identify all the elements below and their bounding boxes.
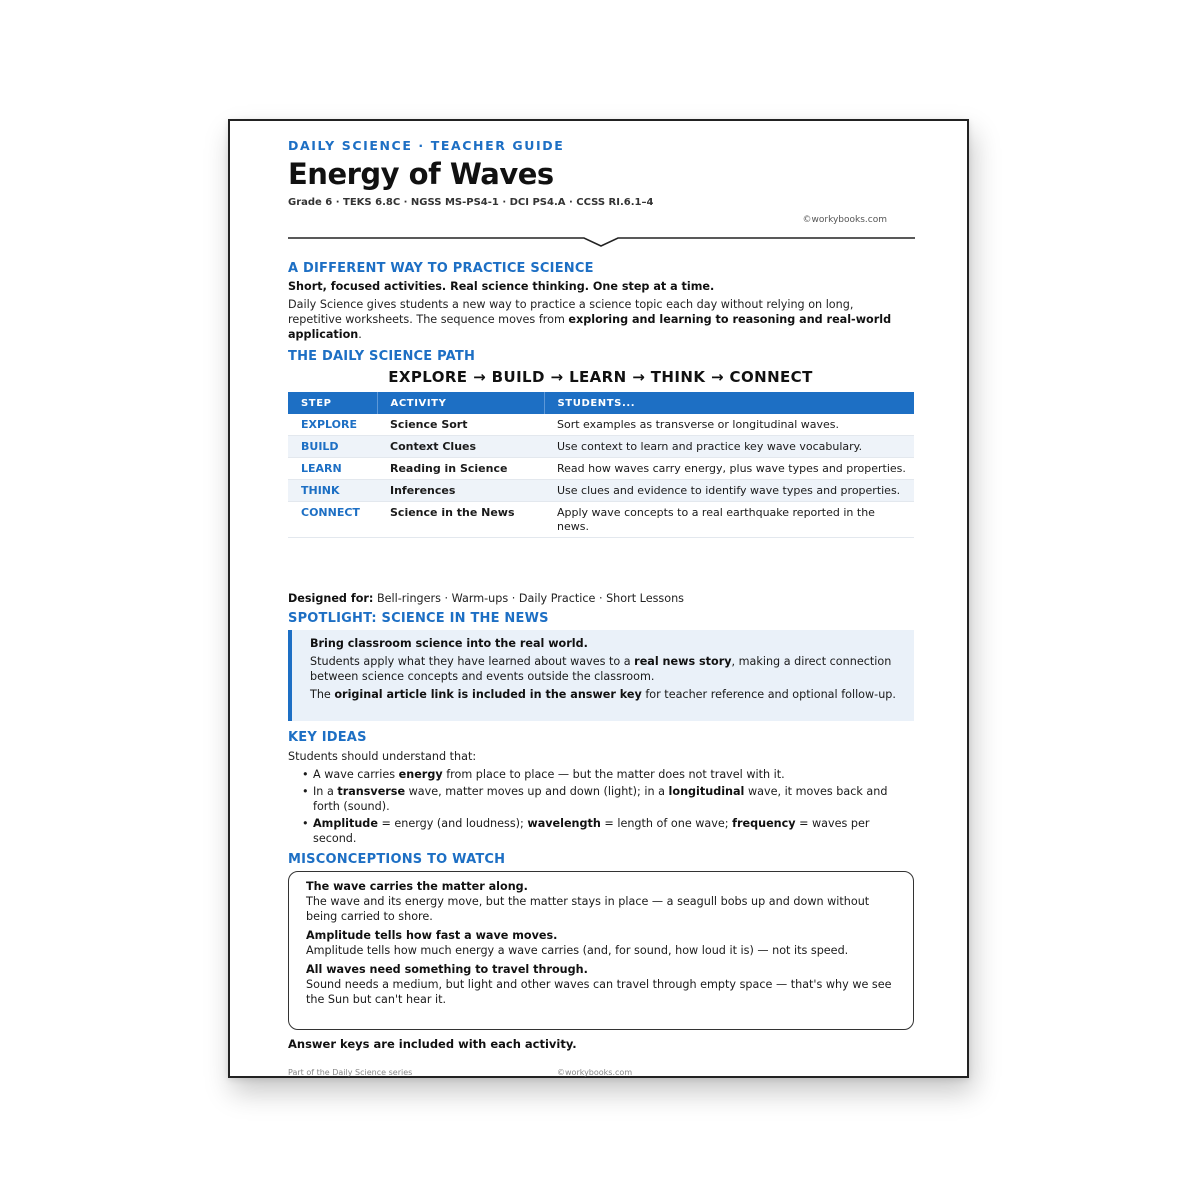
misconception-title: All waves need something to travel through. (306, 963, 588, 976)
students-cell: Apply wave concepts to a real earthquake reported in the news. (544, 502, 914, 538)
activity-cell: Science in the News (377, 502, 544, 538)
step-cell: EXPLORE (288, 414, 377, 436)
misconception-body: Amplitude tells how much energy a wave carries (and, for sound, how loud it is) — not its speed. (306, 944, 849, 957)
activity-cell: Reading in Science (377, 458, 544, 480)
column-header-students: STUDENTS... (544, 392, 914, 414)
spotlight-paragraph: The original article link is included in the answer key for teacher reference and optional follow-up. (310, 688, 896, 701)
header-divider (288, 229, 915, 249)
activity-cell: Science Sort (377, 414, 544, 436)
misconception-title: Amplitude tells how fast a wave moves. (306, 929, 558, 942)
table-row (288, 414, 914, 436)
list-item: • In a transverse wave, matter moves up and down (light); in a longitudinal wave, it moves back and forth (sound). (302, 784, 914, 814)
spotlight-callout (288, 630, 914, 721)
table-row (288, 458, 914, 480)
intro-body: Daily Science gives students a new way to practice a science topic each day without relying on long, repetitive worksheets. The sequence moves from exploring and learning to reasoning and real-world application. (288, 298, 892, 341)
activity-cell: Inferences (377, 480, 544, 502)
spotlight-heading: SPOTLIGHT: SCIENCE IN THE NEWS (288, 611, 549, 626)
misconception-item (306, 928, 897, 958)
footer-copyright: ©workybooks.com (557, 1068, 633, 1077)
misconceptions-box (288, 871, 914, 1030)
misconception-item (306, 879, 897, 924)
list-item: • Amplitude = energy (and loudness); wavelength = length of one wave; frequency = waves per second. (302, 816, 914, 846)
standards-line: Grade 6 · TEKS 6.8C · NGSS MS-PS4-1 · DCI PS4.A · CCSS RI.6.1–4 (288, 197, 654, 208)
students-cell: Read how waves carry energy, plus wave types and properties. (544, 458, 914, 480)
answer-keys-note: Answer keys are included with each activity. (288, 1037, 577, 1051)
intro-tagline: Short, focused activities. Real science thinking. One step at a time. (288, 280, 715, 293)
key-ideas-heading: KEY IDEAS (288, 730, 367, 745)
misconception-title: The wave carries the matter along. (306, 880, 528, 893)
step-cell: CONNECT (288, 502, 377, 538)
column-header-step: STEP (288, 392, 377, 414)
series-note: Part of the Daily Science series (288, 1068, 413, 1077)
misconception-item (306, 962, 897, 1007)
step-cell: BUILD (288, 436, 377, 458)
students-cell: Use clues and evidence to identify wave types and properties. (544, 480, 914, 502)
path-heading: THE DAILY SCIENCE PATH (288, 349, 476, 364)
misconception-body: Sound needs a medium, but light and other waves can travel through empty space — that's why we see the Sun but can't hear it. (306, 978, 892, 1006)
page-title: Energy of Waves (288, 157, 554, 191)
misconceptions-heading: MISCONCEPTIONS TO WATCH (288, 852, 506, 867)
key-ideas-intro: Students should understand that: (288, 750, 477, 763)
path-sequence: EXPLORE → BUILD → LEARN → THINK → CONNECT (388, 368, 813, 386)
daily-path-table (288, 392, 914, 538)
step-cell: LEARN (288, 458, 377, 480)
table-row (288, 502, 914, 538)
misconception-body: The wave and its energy move, but the matter stays in place — a seagull bobs up and down without being carried to shore. (306, 895, 870, 923)
step-cell: THINK (288, 480, 377, 502)
students-cell: Sort examples as transverse or longitudinal waves. (544, 414, 914, 436)
key-ideas-list (302, 767, 914, 848)
activity-cell: Context Clues (377, 436, 544, 458)
table-row (288, 480, 914, 502)
designed-for-line: Designed for: Bell-ringers · Warm-ups · Daily Practice · Short Lessons (288, 592, 685, 605)
spotlight-paragraph: Students apply what they have learned about waves to a real news story, making a direct connection between science concepts and events outside the classroom. (310, 655, 892, 683)
worksheet-page (228, 119, 969, 1078)
spotlight-lead: Bring classroom science into the real world. (310, 637, 588, 650)
guide-kicker: DAILY SCIENCE · TEACHER GUIDE (288, 138, 565, 153)
students-cell: Use context to learn and practice key wave vocabulary. (544, 436, 914, 458)
column-header-activity: ACTIVITY (377, 392, 544, 414)
header-copyright: ©workybooks.com (802, 215, 887, 225)
table-header-row (288, 392, 914, 414)
intro-heading: A DIFFERENT WAY TO PRACTICE SCIENCE (288, 261, 594, 276)
table-row (288, 436, 914, 458)
list-item: • A wave carries energy from place to place — but the matter does not travel with it. (302, 767, 914, 782)
